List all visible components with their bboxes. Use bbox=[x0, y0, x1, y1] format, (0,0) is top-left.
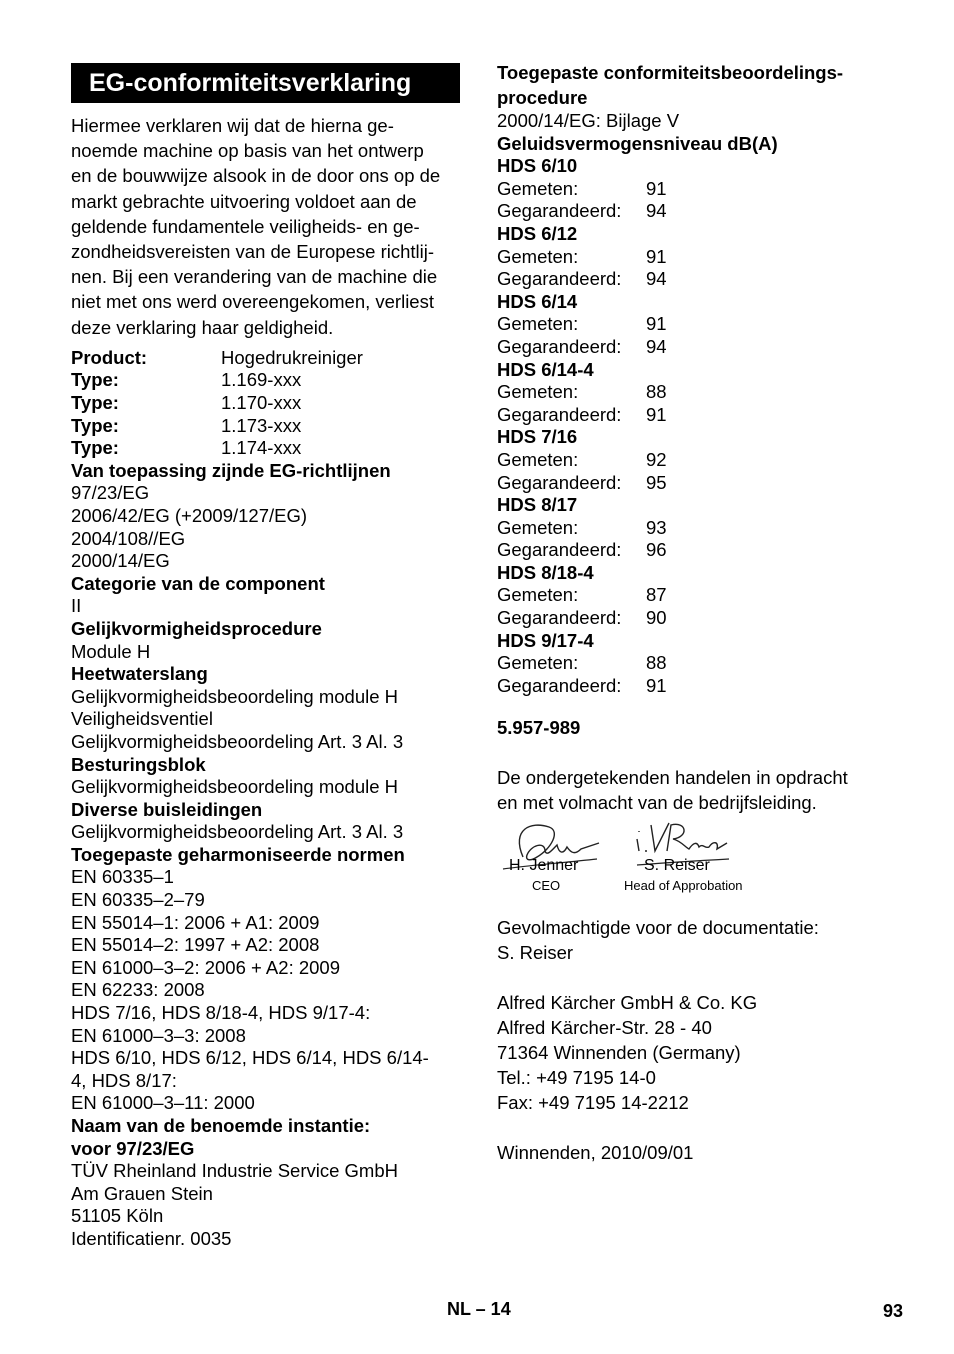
pipes-heading: Diverse buisleidingen bbox=[71, 798, 263, 820]
measured-label: Gemeten: bbox=[497, 313, 579, 335]
measured-label: Gemeten: bbox=[497, 448, 579, 470]
sound-model-heading: HDS 6/14-4 bbox=[497, 358, 594, 380]
type-row: Type: 1.174-xxx bbox=[71, 437, 302, 459]
measured-level-row bbox=[497, 652, 917, 675]
guaranteed-level-row bbox=[497, 675, 917, 698]
measured-level-row bbox=[497, 246, 917, 269]
measured-label: Gemeten: bbox=[497, 516, 579, 538]
sound-model-heading: HDS 6/12 bbox=[497, 222, 578, 244]
guaranteed-value: 90 bbox=[646, 607, 667, 629]
guaranteed-level-row bbox=[497, 200, 917, 223]
page-title: EG-conformiteitsverklaring bbox=[71, 63, 460, 103]
footer-section: NL – 14 bbox=[447, 1299, 511, 1319]
guaranteed-value: 94 bbox=[646, 268, 667, 290]
measured-level-row bbox=[497, 178, 917, 201]
signatories-text: De ondergetekenden handelen in opdracht en met volmacht van de bedrijfsleiding. bbox=[497, 767, 848, 814]
guaranteed-level-row bbox=[497, 268, 917, 291]
measured-label: Gemeten: bbox=[497, 245, 579, 267]
sound-model-heading: HDS 9/17-4 bbox=[497, 629, 594, 651]
measured-value: 91 bbox=[646, 313, 667, 335]
pipes-value: Gelijkvormigheidsbeoordeling Art. 3 Al. 3 bbox=[71, 821, 404, 843]
documentation-authority: Gevolmachtigde voor de documentatie: S. Reiser bbox=[497, 917, 819, 964]
directives-list: 97/23/EG 2006/42/EG (+2009/127/EG) 2004/108//EG 2000/14/EG bbox=[71, 482, 308, 572]
guaranteed-value: 94 bbox=[646, 200, 667, 222]
guaranteed-value: 95 bbox=[646, 471, 667, 493]
signature-block bbox=[497, 825, 917, 915]
hotwater-heading: Heetwaterslang bbox=[71, 663, 208, 685]
guaranteed-label: Gegarandeerd: bbox=[497, 335, 622, 357]
measured-label: Gemeten: bbox=[497, 381, 579, 403]
left-column bbox=[71, 63, 471, 1251]
control-heading: Besturingsblok bbox=[71, 753, 206, 775]
measured-label: Gemeten: bbox=[497, 584, 579, 606]
norms-list: EN 60335–1 EN 60335–2–79 EN 55014–1: 2006 + A1: 2009 EN 55014–2: 1997 + A2: 2008 EN 61000–3–2: 2006 + A2: 2009 EN 62233: 2008 HDS 7/16, HDS 8/18-4, HDS 9/17-4: EN 61000–3–3: 2008 HDS 6/10, HDS 6/12, HDS 6/14, HDS 6/14- 4, HDS 8/17: EN 61000–3–11: 2000 bbox=[71, 866, 429, 1114]
measured-value: 88 bbox=[646, 652, 667, 674]
measured-level-row bbox=[497, 313, 917, 336]
company-address: Alfred Kärcher GmbH & Co. KG Alfred Kärcher-Str. 28 - 40 71364 Winnenden (Germany) Tel.: +49 7195 14-0 Fax: +49 7195 14-2212 bbox=[497, 992, 758, 1114]
guaranteed-label: Gegarandeerd: bbox=[497, 471, 622, 493]
assessment-heading: Toegepaste conformiteitsbeoordelings- procedure bbox=[497, 62, 844, 108]
type-row: Type: 1.169-xxx bbox=[71, 369, 302, 391]
guaranteed-level-row bbox=[497, 472, 917, 495]
product-row: Product: Hogedrukreiniger bbox=[71, 346, 363, 368]
type-row: Type: 1.173-xxx bbox=[71, 414, 302, 436]
measured-value: 87 bbox=[646, 584, 667, 606]
type-row: Type: 1.170-xxx bbox=[71, 392, 302, 414]
guaranteed-label: Gegarandeerd: bbox=[497, 200, 622, 222]
guaranteed-label: Gegarandeerd: bbox=[497, 539, 622, 561]
intro-paragraph: Hiermee verklaren wij dat de hierna ge- noemde machine op basis van het ontwerp en de bouwwijze alsook in de door ons op de markt gebrachte uitvoering voldoet aan de geldende fundamentele veiligheids- en ge- zondheidsvereisten van de Europese richtlij- nen. Bij een verandering van de machine die niet met ons werd overeengekomen, verliest deze verklaring haar geldigheid. bbox=[71, 115, 441, 338]
guaranteed-level-row bbox=[497, 607, 917, 630]
guaranteed-label: Gegarandeerd: bbox=[497, 268, 622, 290]
sound-model-heading: HDS 7/16 bbox=[497, 426, 578, 448]
category-heading: Categorie van de component bbox=[71, 572, 325, 594]
page-number: 93 bbox=[883, 1301, 904, 1321]
guaranteed-label: Gegarandeerd: bbox=[497, 607, 622, 629]
hotwater-lines: Gelijkvormigheidsbeoordeling module H Veiligheidsventiel Gelijkvormigheidsbeoordeling Art. 3 Al. 3 bbox=[71, 685, 404, 752]
sound-model-heading: HDS 8/18-4 bbox=[497, 561, 594, 583]
measured-value: 93 bbox=[646, 516, 667, 538]
right-column bbox=[497, 60, 917, 1165]
signer-name: S. Reiser bbox=[644, 857, 710, 875]
measured-value: 91 bbox=[646, 177, 667, 199]
guaranteed-value: 96 bbox=[646, 539, 667, 561]
guaranteed-level-row bbox=[497, 539, 917, 562]
signer-role: CEO bbox=[532, 878, 561, 894]
product-table bbox=[71, 347, 471, 460]
measured-value: 92 bbox=[646, 448, 667, 470]
document-number: 5.957-989 bbox=[497, 717, 581, 739]
notified-body-address: TÜV Rheinland Industrie Service GmbH Am Grauen Stein 51105 Köln Identificatienr. 0035 bbox=[71, 1160, 398, 1249]
norms-heading: Toegepaste geharmoniseerde normen bbox=[71, 843, 405, 865]
category-value: II bbox=[71, 595, 82, 617]
measured-level-row bbox=[497, 584, 917, 607]
directives-heading: Van toepassing zijnde EG-richtlijnen bbox=[71, 459, 391, 481]
guaranteed-value: 91 bbox=[646, 403, 667, 425]
sound-model-heading: HDS 6/14 bbox=[497, 290, 578, 312]
measured-level-row bbox=[497, 517, 917, 540]
assessment-value: 2000/14/EG: Bijlage V bbox=[497, 110, 680, 131]
guaranteed-level-row bbox=[497, 336, 917, 359]
sound-heading: Geluidsvermogensniveau dB(A) bbox=[497, 132, 778, 154]
sound-model-heading: HDS 6/10 bbox=[497, 155, 578, 177]
control-value: Gelijkvormigheidsbeoordeling module H bbox=[71, 776, 399, 798]
guaranteed-value: 91 bbox=[646, 674, 667, 696]
guaranteed-level-row bbox=[497, 404, 917, 427]
signer-role: Head of Approbation bbox=[624, 878, 743, 894]
measured-label: Gemeten: bbox=[497, 177, 579, 199]
guaranteed-value: 94 bbox=[646, 335, 667, 357]
procedure-heading: Gelijkvormigheidsprocedure bbox=[71, 617, 322, 639]
measured-level-row bbox=[497, 449, 917, 472]
notified-body-heading: Naam van de benoemde instantie: voor 97/23/EG bbox=[71, 1115, 371, 1159]
sound-level-list bbox=[497, 155, 917, 697]
procedure-value: Module H bbox=[71, 640, 151, 662]
measured-label: Gemeten: bbox=[497, 652, 579, 674]
place-date: Winnenden, 2010/09/01 bbox=[497, 1142, 694, 1164]
guaranteed-label: Gegarandeerd: bbox=[497, 674, 622, 696]
signer-name: H. Jenner bbox=[509, 857, 579, 875]
guaranteed-label: Gegarandeerd: bbox=[497, 403, 622, 425]
sound-model-heading: HDS 8/17 bbox=[497, 494, 578, 516]
measured-value: 88 bbox=[646, 381, 667, 403]
measured-value: 91 bbox=[646, 245, 667, 267]
measured-level-row bbox=[497, 381, 917, 404]
